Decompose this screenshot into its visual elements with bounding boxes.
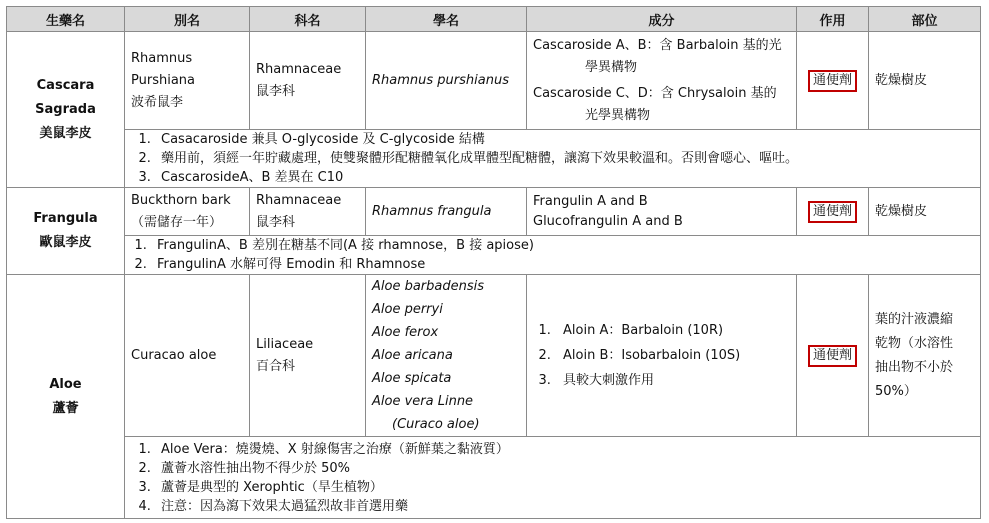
component-line: Frangulin A and B (533, 193, 648, 209)
alias-line: Buckthorn bark (131, 192, 231, 208)
scientific-name: Aloe ferox (372, 325, 439, 340)
scientific-name: Aloe aricana (372, 348, 453, 363)
scientific-cell (366, 32, 527, 130)
note-item: 1. Aloe Vera：燒燙燒、X 射線傷害之治療（新鮮葉之黏液質） (155, 440, 974, 459)
alias-line: Purshiana (131, 72, 195, 88)
notes-cell (125, 236, 981, 275)
family-line: Rhamnaceae (256, 61, 342, 77)
effect-cell (797, 32, 869, 130)
scientific-cell (366, 188, 527, 236)
herb-name-aloe (7, 275, 125, 519)
note-item: 2. 蘆薈水溶性抽出物不得少於 50% (155, 459, 974, 478)
scientific-name: Aloe spicata (372, 371, 452, 386)
herb-row-frangula (7, 188, 981, 236)
note-item: 3. CascarosideA、B 差異在 C10 (155, 168, 974, 187)
herb-name-en: Cascara Sagrada (35, 77, 96, 117)
component-line: 光學異構物 (585, 107, 651, 123)
note-item: 2. 藥用前，須經一年貯藏處理，使雙聚體形配糖體氧化成單體型配糖體，讓瀉下效果較溫和。否則會噁心、嘔吐。 (155, 149, 974, 168)
header-part: 部位 (869, 7, 981, 32)
part-line: 乾燥樹皮 (875, 72, 928, 88)
notes-row-frangula (7, 236, 981, 275)
part-line: 抽出物不小於 (875, 359, 954, 375)
header-family: 科名 (250, 7, 366, 32)
header-drug: 生藥名 (7, 7, 125, 32)
family-line: 百合科 (256, 358, 296, 374)
effect-badge: 通便劑 (808, 70, 857, 92)
effect-badge: 通便劑 (808, 345, 857, 367)
alias-line: 波希鼠李 (131, 94, 184, 110)
scientific-name: Rhamnus purshianus (372, 72, 509, 88)
family-cell (250, 32, 366, 130)
scientific-name: Aloe barbadensis (372, 279, 485, 294)
part-line: 50%） (875, 383, 917, 399)
component-cell (527, 188, 797, 236)
scientific-cell (366, 275, 527, 437)
note-item: 2. FrangulinA 水解可得 Emodin 和 Rhamnose (151, 255, 974, 274)
herb-name-zh: 蘆薈 (52, 400, 79, 416)
family-line: Rhamnaceae (256, 192, 342, 208)
family-cell (250, 275, 366, 437)
component-cell (527, 275, 797, 437)
herb-name-en: Aloe (49, 376, 82, 392)
component-line: 學異構物 (585, 59, 638, 75)
part-cell (869, 275, 981, 437)
notes-cell (125, 130, 981, 188)
component-item: 2. Aloin B：Isobarbaloin (10S) (555, 343, 790, 368)
header-row (7, 7, 981, 32)
family-line: 鼠李科 (256, 83, 296, 99)
herb-name-zh: 美鼠李皮 (39, 125, 92, 141)
header-effect: 作用 (797, 7, 869, 32)
notes-row-aloe (7, 437, 981, 519)
herb-row-cascara (7, 32, 981, 130)
effect-cell (797, 188, 869, 236)
part-line: 乾物（水溶性 (875, 335, 954, 351)
family-cell (250, 188, 366, 236)
component-line: Cascaroside A、B：含 Barbaloin 基的光 (533, 37, 782, 53)
header-scientific: 學名 (366, 7, 527, 32)
component-item: 1. Aloin A：Barbaloin (10R) (555, 318, 790, 343)
herb-table (6, 6, 981, 519)
herb-name-en: Frangula (33, 211, 98, 226)
scientific-name: Aloe vera Linne (372, 394, 474, 409)
herb-name-cascara (7, 32, 125, 188)
herb-name-frangula (7, 188, 125, 275)
family-line: 鼠李科 (256, 214, 296, 230)
alias-cell (125, 188, 250, 236)
scientific-name: Aloe perryi (372, 302, 443, 317)
alias-cell (125, 32, 250, 130)
note-item: 1. FrangulinA、B 差別在糖基不同(A 接 rhamnose，B 接 apiose) (151, 236, 974, 255)
notes-cell (125, 437, 981, 519)
component-cell (527, 32, 797, 130)
alias-cell (125, 275, 250, 437)
note-item: 3. 蘆薈是典型的 Xerophtic（旱生植物） (155, 478, 974, 497)
note-item: 4. 注意：因為瀉下效果太過猛烈故非首選用藥 (155, 497, 974, 516)
family-line: Liliaceae (256, 336, 314, 352)
component-line: Cascaroside C、D：含 Chrysaloin 基的 (533, 85, 777, 101)
part-line: 乾燥樹皮 (875, 203, 928, 219)
effect-badge: 通便劑 (808, 201, 857, 223)
alias-line: （需儲存一年） (131, 214, 223, 230)
notes-row-cascara (7, 130, 981, 188)
scientific-name: Rhamnus frangula (372, 203, 492, 219)
component-item: 3. 具較大刺激作用 (555, 368, 790, 393)
alias-line: Rhamnus (131, 50, 193, 66)
herb-row-aloe (7, 275, 981, 437)
component-line: Glucofrangulin A and B (533, 213, 683, 229)
notes-list (131, 440, 974, 516)
scientific-name: (Curaco aloe) (392, 417, 480, 432)
part-cell (869, 32, 981, 130)
part-line: 葉的汁液濃縮 (875, 311, 954, 327)
header-component: 成分 (527, 7, 797, 32)
component-list (533, 318, 790, 393)
effect-cell (797, 275, 869, 437)
notes-list (127, 236, 974, 274)
part-cell (869, 188, 981, 236)
alias-line: Curacao aloe (131, 347, 217, 363)
note-item: 1. Casacaroside 兼具 O-glycoside 及 C-glycoside 結構 (155, 130, 974, 149)
herb-name-zh: 歐鼠李皮 (39, 235, 92, 250)
notes-list (131, 130, 974, 187)
header-alias: 別名 (125, 7, 250, 32)
